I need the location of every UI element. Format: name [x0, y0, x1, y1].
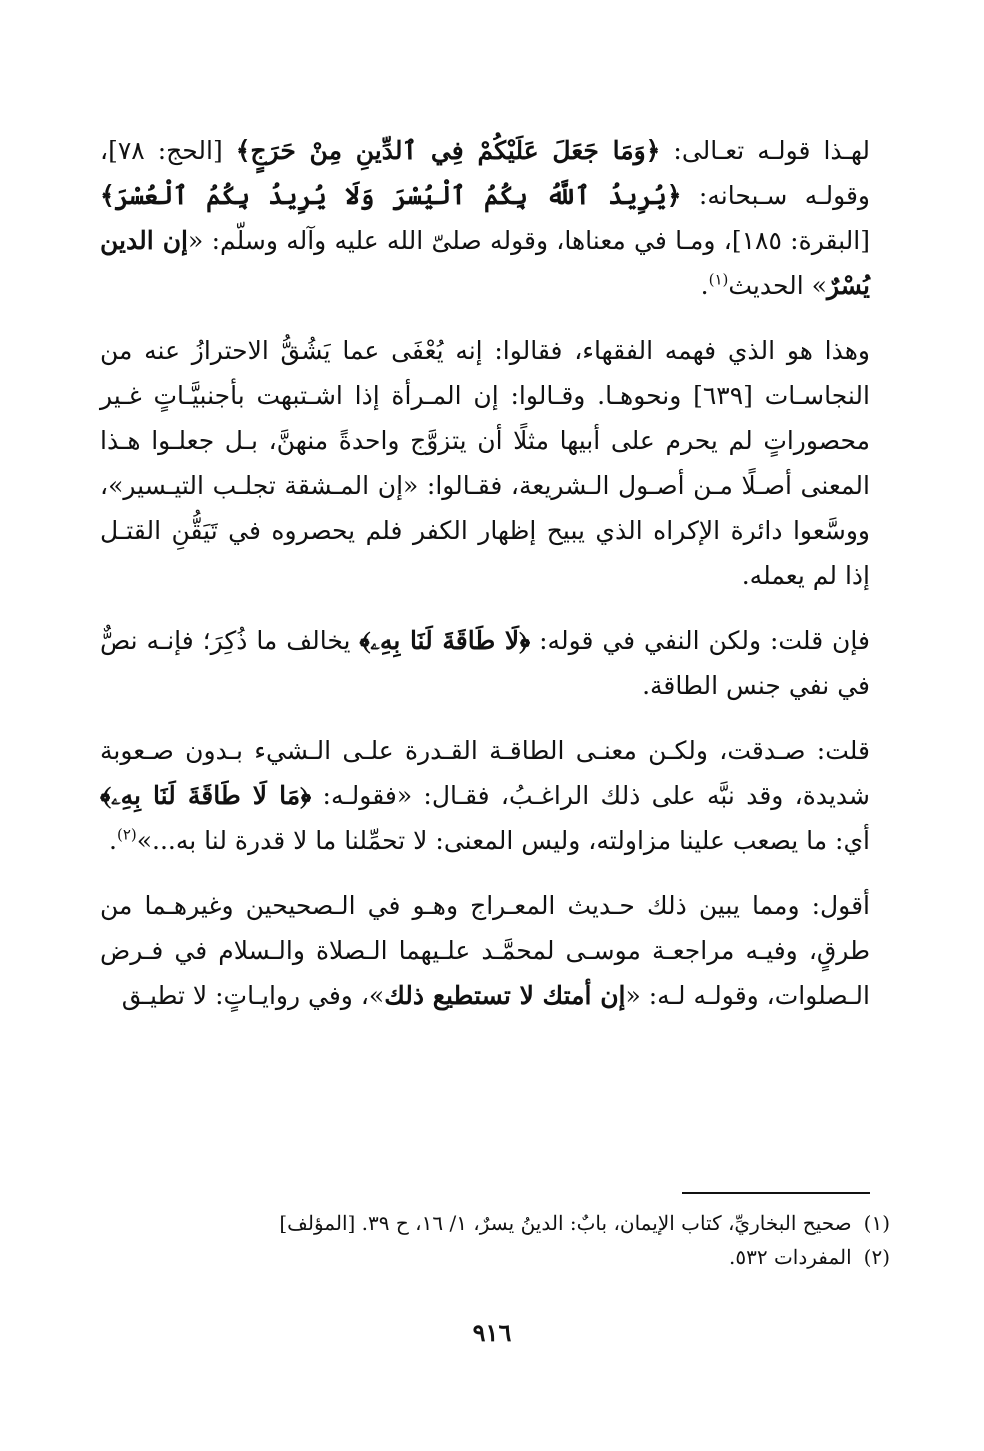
hadith-quote: إن الدين يُسْرٌ — [100, 226, 870, 300]
paragraph — [100, 618, 870, 708]
page-body — [100, 128, 870, 1018]
footnote-separator — [682, 1192, 870, 1194]
footnote-text: المفردات ٥٣٢. — [729, 1245, 852, 1269]
footnotes — [100, 1206, 890, 1274]
text-segment: . — [700, 271, 709, 300]
footnote-number: (٢) — [863, 1245, 890, 1269]
text-segment: [الحج: ٧٨]، وقولـه سـبحانه: — [100, 136, 871, 210]
quran-verse: ﴿مَا لَا طَاقَةَ لَنَا بِهِۦ﴾ — [100, 781, 312, 810]
hadith-quote: إن أمتك لا تستطيع ذلك — [384, 981, 626, 1010]
text-segment: » الحديث — [728, 271, 827, 300]
paragraph — [100, 728, 870, 863]
text-segment: أقول: ومما يبين ذلك حـديث المعـراج وهـو في الـصحيحين وغيرهـما من طرقٍ، وفيـه مراجعـة موسـى لمحمَّـد علـيهما الـصلاة والـسلام في فـرض الـصلوات، وقولـه لـه: « — [100, 891, 870, 1010]
quran-verse: ﴿لَا طَاقَةَ لَنَا بِهِۦ﴾ — [359, 626, 531, 655]
footnote-number: (١) — [863, 1211, 890, 1235]
quran-verse: ﴿وَمَا جَعَلَ عَلَيْكُمْ فِي ٱلدِّينِ مِنْ حَرَجٍ﴾ — [235, 136, 661, 165]
footnote-reference: (٢) — [116, 825, 137, 844]
footnote — [100, 1206, 890, 1240]
text-segment: يخالف ما ذُكِرَ؛ فإنـه نصٌّ في نفي جنس الطاقة. — [100, 626, 870, 700]
footnote-text: صحيح البخاريِّ، كتاب الإيمان، بابٌ: الدينُ يسرٌ، ١/ ١٦، ح ٣٩. [المؤلف] — [279, 1211, 852, 1235]
text-segment: لهـذا قولـه تعـالى: — [660, 136, 871, 165]
text-segment: [البقرة: ١٨٥]، ومـا في معناها، وقوله صلىّ الله عليه وآله وسلّم: « — [188, 226, 870, 255]
footnote — [100, 1240, 890, 1274]
text-segment: فإن قلت: ولكن النفي في قوله: — [530, 626, 870, 655]
paragraph — [100, 328, 870, 598]
text-segment: وهذا هو الذي فهمه الفقهاء، فقالوا: إنه يُعْفَى عما يَشُقُّ الاحترازُ عنه من النجاسـات [٦٣٩] ونحوهـا. وقـالوا: إن المـرأة إذا اشـتبهت بأجنبيَّـاتٍ غـير محصوراتٍ لم يحرم على أبيها مثلًا أن يتزوَّج واحدةً منهنَّ، بـل جعلـوا هـذا المعنى أصـلًا مـن أصـول الـشريعة، فقـالوا: «إن المـشقة تجلـب التيـسير»، ووسَّعوا دائرة الإكراه الذي يبيح إظهار الكفر فلم يحصروه في تَيَقُّنِ القتـل إذا لم يعمله. — [100, 336, 870, 590]
text-segment: قلت: صـدقت، ولكـن معنـى الطاقـة القـدرة علـى الـشيء بـدون صـعوبة شديدة، وقد نبَّه على ذلك الراغـبُ، فقـال: «فقولـه: — [100, 736, 870, 810]
page-number: ٩١٦ — [472, 1318, 512, 1347]
text-segment: . — [109, 826, 117, 855]
paragraph — [100, 128, 870, 308]
text-segment: »، وفي روايـاتٍ: لا تطيـق — [121, 981, 385, 1010]
paragraph — [100, 883, 870, 1018]
text-segment: أي: ما يصعب علينا مزاولته، وليس المعنى: لا تحمِّلنا ما لا قدرة لنا به...» — [136, 826, 870, 855]
footnote-reference: (١) — [708, 270, 729, 289]
quran-verse: ﴿يُرِيدُ ٱللَّهُ بِكُمُ ٱلْيُسْرَ وَلَا يُرِيدُ بِكُمُ ٱلْعُسْرَ﴾ — [100, 181, 682, 210]
